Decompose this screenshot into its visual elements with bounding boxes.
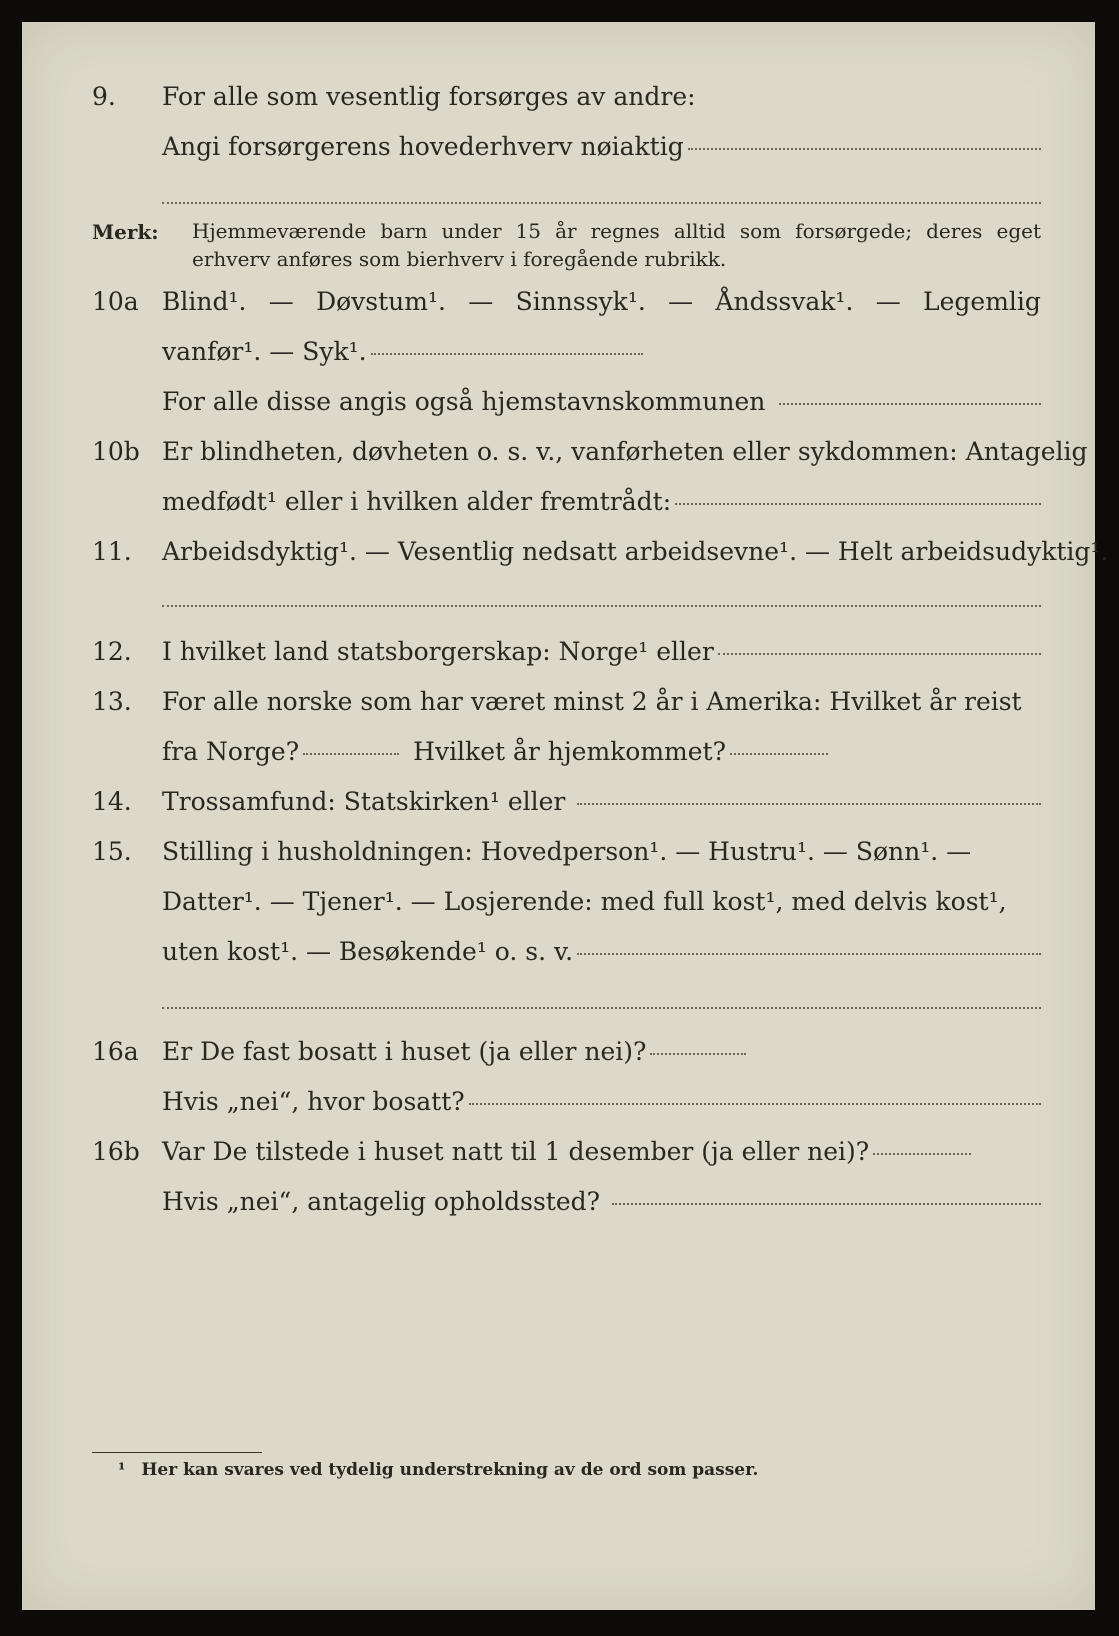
question-number: 10a [92, 287, 139, 316]
question-text: For alle disse angis også hjemstavnskommunen [162, 387, 766, 416]
option-sinnssyk[interactable]: Sinnssyk¹. [515, 287, 646, 316]
question-text: Er De fast bosatt i huset (ja eller nei)? [162, 1037, 647, 1066]
answer-field[interactable] [675, 502, 1041, 505]
question-text: Trossamfund: Statskirken¹ eller [162, 787, 566, 816]
question-text: fra Norge? [162, 737, 300, 766]
footnote-mark: ¹ [118, 1460, 126, 1480]
answer-field[interactable] [718, 652, 1041, 655]
answer-field-extra-line[interactable] [162, 202, 1041, 204]
question-text: For alle norske som har været minst 2 år i Amerika: Hvilket år reist [162, 687, 1022, 716]
question-text: Er blindheten, døvheten o. s. v., vanførheten eller sykdommen: Antagelig [162, 437, 1088, 466]
question-text: I hvilket land statsborgerskap: Norge¹ eller [162, 637, 714, 666]
answer-field-residence[interactable] [469, 1102, 1041, 1105]
footnote [118, 1460, 758, 1480]
option-blind[interactable]: Blind¹. [162, 287, 247, 316]
question-text: Var De tilstede i huset natt til 1 desember (ja eller nei)? [162, 1137, 870, 1166]
answer-field[interactable] [577, 952, 1041, 955]
question-number: 15. [92, 837, 132, 866]
answer-field-departure-year[interactable] [303, 752, 399, 755]
question-text[interactable]: uten kost¹. — Besøkende¹ o. s. v. [162, 937, 574, 966]
question-number: 12. [92, 637, 132, 666]
question-text: Hvis „nei“, antagelig opholdssted? [162, 1187, 601, 1216]
question-text: Hvis „nei“, hvor bosatt? [162, 1087, 465, 1116]
answer-field-return-year[interactable] [730, 752, 828, 755]
question-text: For alle som vesentlig forsørges av andre: [162, 82, 696, 111]
note-label: Merk: [92, 220, 159, 244]
option-legemlig[interactable]: Legemlig [923, 287, 1041, 316]
question-number: 14. [92, 787, 132, 816]
option-dovstum[interactable]: Døvstum¹. [316, 287, 446, 316]
answer-field-extra-line[interactable] [162, 1007, 1041, 1009]
answer-field-present[interactable] [873, 1152, 971, 1155]
answer-field[interactable] [779, 402, 1041, 405]
answer-field[interactable] [688, 147, 1041, 150]
question-number: 11. [92, 537, 132, 566]
question-number: 10b [92, 437, 140, 466]
dash: — [268, 287, 294, 316]
question-text: Angi forsørgerens hovederhverv nøiaktig [162, 132, 684, 161]
footnote-text: Her kan svares ved tydelig understrekning av de ord som passer. [141, 1460, 759, 1480]
question-text: medfødt¹ eller i hvilken alder fremtrådt: [162, 487, 672, 516]
dash: — [468, 287, 494, 316]
question-number: 9. [92, 82, 116, 111]
answer-field[interactable] [162, 605, 1041, 607]
question-text[interactable]: Stilling i husholdningen: Hovedperson¹. — Hustru¹. — Sønn¹. — [162, 837, 972, 866]
answer-field[interactable] [371, 352, 643, 355]
question-number: 13. [92, 687, 132, 716]
footnote-divider [92, 1452, 262, 1453]
question-text: Hvilket år hjemkommet? [413, 737, 727, 766]
answer-field-whereabouts[interactable] [612, 1202, 1041, 1205]
question-text[interactable]: Arbeidsdyktig¹. — Vesentlig nedsatt arbeidsevne¹. — Helt arbeidsudyktig¹. [162, 537, 1109, 566]
dash: — [875, 287, 901, 316]
dash: — [668, 287, 694, 316]
question-number: 16a [92, 1037, 139, 1066]
census-form-page [22, 22, 1109, 1610]
note-text: Hjemmeværende barn under 15 år regnes alltid som forsørgede; deres eget erhverv anføres som bierhverv i foregående rubrikk. [192, 219, 1041, 271]
question-number: 16b [92, 1137, 140, 1166]
answer-field-resident[interactable] [650, 1052, 746, 1055]
option-andssvak[interactable]: Åndssvak¹. [715, 287, 854, 316]
question-text[interactable]: vanfør¹. — Syk¹. [162, 337, 367, 366]
question-text[interactable]: Datter¹. — Tjener¹. — Losjerende: med full kost¹, med delvis kost¹, [162, 887, 1007, 916]
answer-field[interactable] [577, 802, 1041, 805]
